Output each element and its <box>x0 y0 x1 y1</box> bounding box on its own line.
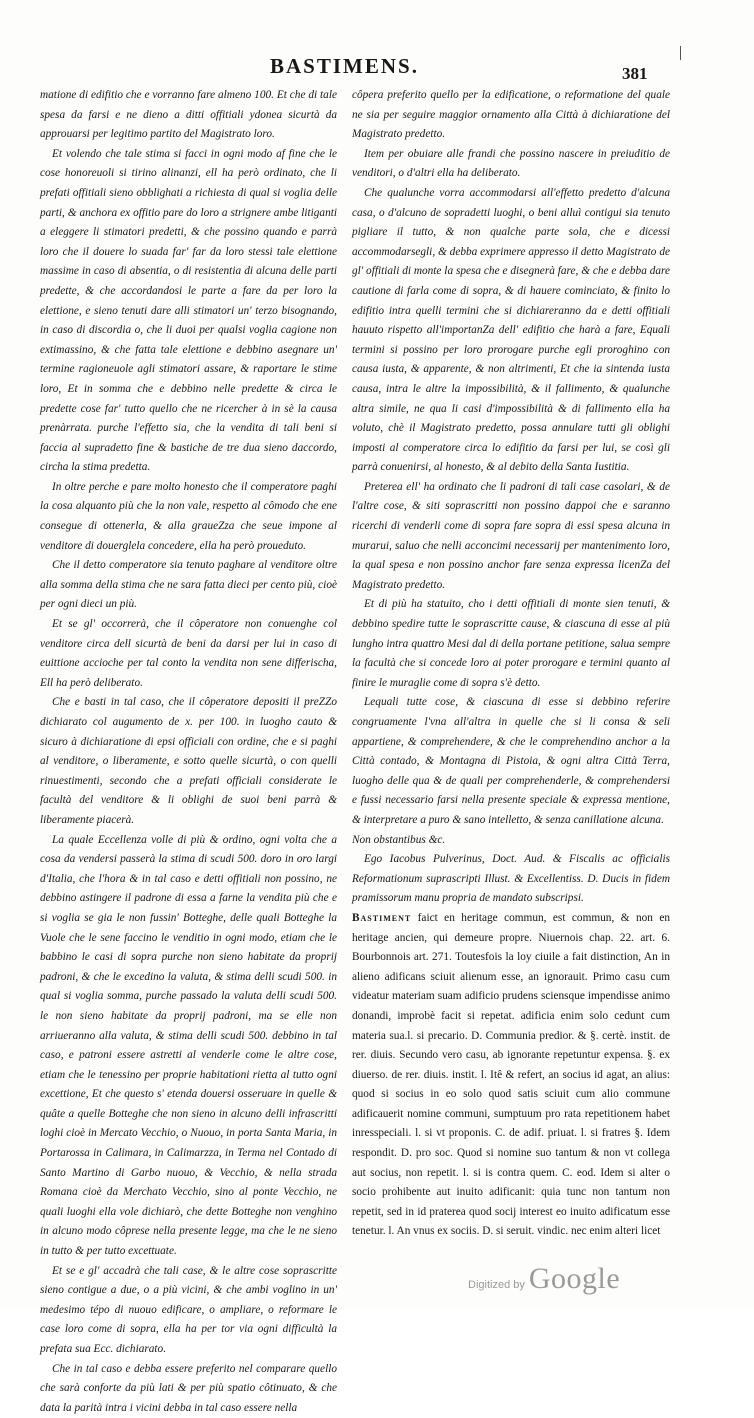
page-number: 381 <box>622 64 648 83</box>
paragraph: La quale Eccellenza volle di più & ordino, ogni volta che a cosa da vendersi passerà la stima di scudi 500. doro in oro largi d'Italia, che l'hora & in tal caso e detti offitiali non possino, ne debbino astingere il padrone di essa a farne la vendita più che e si voglia se gia le non fussin' Botteghe, delle quali Botteghe la Vuole che le sene faccino le venditio in ogni modo, etiam che le babbino le casi di sopra purche non sieno habitate da proprij padroni, & che le excedino la valuta, & stima delli scudi 500. in qual si voglia somma, purche passado la valuta delli scudi 500. le non sieno habitate da proprij padroni, ma se elle non arriueranno alla valuta, & stima delli scudi 500. debbino in tal caso, e patroni essere astretti al venderle come le altre cose, etiam che le tenessino per proprie habitationi rietta al tutto ogni excettione, Et che questo s' etenda douersi osseruare in quelle & quâte a quelle Botteghe che non sieno in alcuno delli infrascritti loghi cioè in Mercato Vecchio, o Nuouo, in porta Santa Maria, in Portarossa in Calimara, in Calimarzza, in Terma nel Contado di Santo Martino di Garbo nuouo, & Vecchio, & nella strada Romana cioè da Merchato Vecchio, sino al ponte Vecchio, ne quali luoghi ella vole dichiarò, che dette Botteghe non venghino in alcuno modo côprese nella presente legge, ma che le ne sieno in tutto & per tutto excettuate. <box>40 833 337 1258</box>
paragraph: Et se e gl' accadrà che tali case, & le altre cose soprascritte sieno contigue a due, o a più vicini, & che ambi voglino in un' medesimo tépo di nuouo edificare, o ampliare, o reformare le case loro come di sopra, ella ha per tor via ogni difficultà la prefata sua Ecc. dichiarato. <box>40 1264 337 1355</box>
paragraph: Lequali tutte cose, & ciascuna di esse si debbino referire congruamente l'vna all'altra in quelle che si li consa & seli appartiene, & comprehendere, & che le comprehendino anchor a la Città contado, & Montagna di Pistoia, & ogni altra Città Terra, luogho delle qua & de quali per comprehenderle, & comprehendersi e fussi necessario farsi nella presente speciale & expressa mentione, & interpretare a puro & sano intelletto, & senza canillatione alcuna. <box>352 696 670 826</box>
running-title: BASTIMENS. <box>270 54 419 78</box>
left-column <box>40 86 337 1414</box>
paragraph: Et se gl' occorrerà, che il côperatore non conuenghe col venditore circa dell sicurtà de beni da darsi per lui in caso di euittione accioche per tal conto la vendita non sene differischa, Ell ha però deliberato. <box>40 618 337 689</box>
notary-signature: Ego Iacobus Pulverinus, Doct. Aud. & Fiscalis ac officialis Reformationum suprascripti Illust. & Excellentiss. D. Ducis in fidem pramissorum manu propria de mandato subscripsi. <box>352 853 670 905</box>
commentary-lead: Bastiment <box>352 911 412 924</box>
paragraph: Et di più ha statuito, cho i detti offitiali di monte sien tenuti, & debbino spedire tutte le soprascritte cause, & ciascuna di esse al più lungho intra quattro Mesi dal di della portane petitione, salua sempre la facultà che si concede loro ai poter prorogare e termini quanto al finire le muraglie come di sopra s'è detto. <box>352 598 670 689</box>
right-column <box>352 86 670 1271</box>
google-logo: Google <box>528 1262 621 1295</box>
paragraph: In oltre perche e pare molto honesto che il comperatore paghi la cosa alquanto più che la non vale, respetto al cômodo che ene consegue di ottenerla, & alla graueZza che seue impone al venditore di douerglela concedere, ella ha però proueduto. <box>40 480 337 552</box>
paragraph: Item per obuiare alle frandi che possino nascere in preiuditio de venditori, o d'altri ella ha deliberato. <box>352 147 670 180</box>
paragraph: Che il detto comperatore sia tenuto paghare al venditore oltre alla somma della stima che ne sara fatta dieci per cento più, cioè per ogni dieci un più. <box>40 559 337 611</box>
paragraph: Che in tal caso e debba essere preferito nel comparare quello che sarà conforte da più lati & per più spatio côtinuato, & che data la parità intra i vicini debba in tal caso essere nella <box>40 1362 337 1414</box>
paragraph: Che e basti in tal caso, che il côperatore depositi il preZZo dichiarato col augumento de x. per 100. in luogho cauto & sicuro à dichiaratione di epsi officiali con ordine, che e si paghi al venditore, o liberamente, e sotto quelle sicurtà, o con quelli rinuestimenti, secondo che a prefati officiali considerate le facultà del venditore & li oblighi de suoi beni parrà & liberamente piacerà. <box>40 696 337 826</box>
non-obstantibus-clause: Non obstantibus &c. <box>352 833 446 846</box>
watermark-prefix: Digitized by <box>468 1279 525 1291</box>
paragraph: Che qualunche vorra accommodarsi all'effetto predetto d'alcuna casa, o d'alcuno de sopradetti luoghi, o beni alluì contigui sia tenuto pigliare il tutto, & non qualche parte sola, che e dicessi accommodarsegli, & debba exprimere appresso il detto Magistrato de gl' offitiali di monte la spesa che e disegnerà fare, & che e debba dare cautione di farla come di sopra, & di hauere cominciato, & finito lo edifitio intra quelli termini che si dichiareranno da e detti offitiali hauuto rispetto all'importanZa dell' edifitio che harà a fare, Equali termini si possino per loro prorogare purche egli proroghino con causa iusta, & apparente, & non altrimenti, Et che ia sintenda iusta causa, intra le altre la impossibilità, & il fallimento, & qualunche altra simile, ne qua li casi d'impossibilità & di fallimento ella ha voluto, chè il Magistrato predetto, possa annulare tutti gli oblighi imposti al comperatore circa lo edifitio da farsi per lui, se così gli parrà conuenirsi, al honesto, & al debito della Santa Iustitia. <box>352 186 670 474</box>
commentary-paragraph <box>352 909 670 1242</box>
paragraph: Et volendo che tale stima si facci in ogni modo af fine che le cose honoreuoli si tirino alinanzi, ell ha però ordinato, che li prefati offitiali sieno obblighati a richiesta di qual si voglia delle parti, & anchora ex offitio pare do loro a strignere ambe litiganti a eleggere li stimatori predetti, & che possino quando e parrà loro che il douere lo suada far' far da loro stessi tale elettione massime in caso di absentia, o di resistentia di alcuna delle parti predette, & che accordandosi le parte a fare da per loro la elettione, e sieno tenuti dare alli stimatori un' terzo bisognando, in caso di discordia o, che li duoi per qualsi voglia cagione non extimassino, & che fatta tale elettione e debbino asegnare un' termine ragioneuole agli stimatori assare, & raportare le stime loro, Et in somma che e debbino nelle predette & circa le predette cose far' tutto quello che ne ricercher à in sè la causa prenàrrata. purche l'effetto sia, che la vendita di tali beni si faccia al supradetto fine & bastiche de tre dua sieno daccordo, circha la stima predetta. <box>40 147 337 474</box>
paragraph: matione di edifitio che e vorranno fare almeno 100. Et che di tale spesa da farsi e ne dieno a ditti offitiali ydonea sicurtà da approuarsi per legitimo partito del Magistrato loro. <box>40 89 337 141</box>
paragraph: Preterea ell' ha ordinato che li padroni di tali case casolari, & de l'altre cose, & siti soprascritti non possino dappoi che e saranno ricerchi di venderli come di sopra fare sopra di essi spesa alcuna in murarui, saluo che nelli acconcimi necessarij per mantenimento loro, la qual spesa e non possino anchor fare senza expressa licenZa del Magistrato predetto. <box>352 480 670 591</box>
digitized-watermark <box>468 1262 620 1296</box>
paragraph: côpera preferito quello per la edificatione, o reformatione del quale ne sia per seguire maggior ornamento alla Città à dichiaratione del Magistrato predetto. <box>352 89 670 141</box>
commentary-text: faict en heritage commun, est commun, & non en heritage ancien, qui demeure propre. Niuernois chap. 22. art. 6. Bourbonnois art. 271. Toutesfois la loy ciuile a fait distinction, An in alieno adificans sciuit alienum esse, an ignorauit. Primo casu cum videatur materiam suam adificio prudens sciensque impendisse animo donandi, improbè facit si repetat. adificia enim solo cedunt cum materia sua.l. si precario. D. Communia predior. & §. certè. instit. de rer. diuis. Secundo vero casu, ab ignorante repetuntur expensa. §. ex diuerso. de rer. diuis. instit. l. Itê & refert, an socius id agat, an alius: quod si socius in eo solo quod satis sciuit cum alio commune adificauerit nomine communi, sumptuum pro rata repetitionem habet inresspeciali. l. si vt proponis. C. de adif. priuat. l. si fratres §. Idem respondit. D. pro soc. Quod si nomine suo tantum & non vt collega aut socius, non repetit. l. si is contra quem. C. eod. Idem si alter o socio prohibente aut inuito adificanit: quia tunc non tantum non repetit, sed in id praterea quod socij interest eo inuito adificatum esse tenetur. l. An vnus ex sociis. D. si seruit. vindic. nec enim alteri licet <box>352 911 670 1238</box>
margin-mark <box>680 46 681 60</box>
